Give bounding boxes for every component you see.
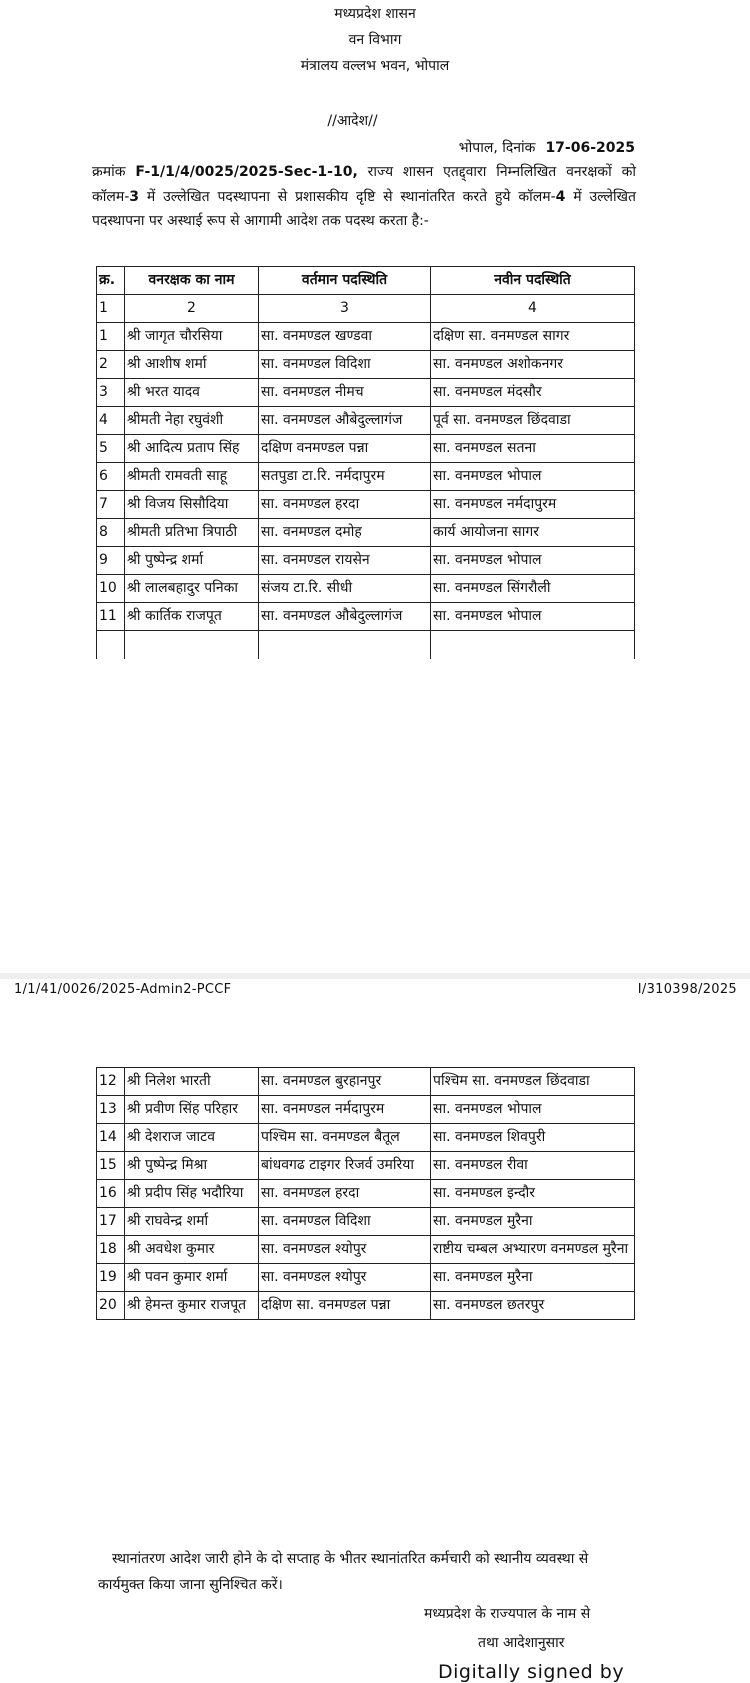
forest-guard-name-cell: श्री आदित्य प्रताप सिंह bbox=[125, 435, 259, 463]
current-posting-cell: सा. वनमण्डल औबेदुल्लागंज bbox=[259, 407, 431, 435]
forest-guard-name-cell: श्री अवधेश कुमार bbox=[125, 1236, 259, 1264]
current-posting-cell: पश्चिम सा. वनमण्डल बैतूल bbox=[259, 1124, 431, 1152]
document-page-2 bbox=[0, 979, 750, 1683]
current-posting-cell: सतपुडा टा.रि. नर्मदापुरम bbox=[259, 463, 431, 491]
new-posting-cell: सा. वनमण्डल रीवा bbox=[431, 1152, 635, 1180]
serial-number-cell: 17 bbox=[97, 1208, 125, 1236]
preamble-text-a: राज्य शासन एतद्द्वारा निम्नलिखित वनरक्षकों को कॉलम- bbox=[92, 164, 637, 205]
forest-guard-name-cell: श्रीमती नेहा रघुवंशी bbox=[125, 407, 259, 435]
current-posting-cell: सा. वनमण्डल विदिशा bbox=[259, 1208, 431, 1236]
current-posting-cell: सा. वनमण्डल बुरहानपुर bbox=[259, 1068, 431, 1096]
table-row bbox=[97, 603, 635, 631]
serial-number-cell: 20 bbox=[97, 1292, 125, 1320]
transfer-table-part-2 bbox=[96, 1067, 635, 1320]
serial-number-cell: 8 bbox=[97, 519, 125, 547]
table-row bbox=[97, 1124, 635, 1152]
new-posting-cell: सा. वनमण्डल मुरैना bbox=[431, 1208, 635, 1236]
new-posting-cell: सा. वनमण्डल सतना bbox=[431, 435, 635, 463]
header-government: मध्यप्रदेश शासन bbox=[334, 6, 416, 22]
serial-number-cell: 16 bbox=[97, 1180, 125, 1208]
new-posting-cell: सा. वनमण्डल भोपाल bbox=[431, 603, 635, 631]
table-row bbox=[97, 379, 635, 407]
column-number: 4 bbox=[431, 295, 635, 323]
table-row bbox=[97, 519, 635, 547]
serial-number-cell: 9 bbox=[97, 547, 125, 575]
preamble-text-b: में उल्लेखित पदस्थापना से प्रशासकीय दृष्टि से स्थानांतरित करते हुये कॉलम- bbox=[146, 188, 556, 205]
table-row bbox=[97, 1068, 635, 1096]
table-row bbox=[97, 407, 635, 435]
forest-guard-name-cell: श्रीमती रामवती साहू bbox=[125, 463, 259, 491]
new-posting-cell: सा. वनमण्डल भोपाल bbox=[431, 463, 635, 491]
new-posting-cell: सा. वनमण्डल इन्दौर bbox=[431, 1180, 635, 1208]
empty-cell bbox=[259, 631, 431, 660]
current-posting-cell: दक्षिण सा. वनमण्डल पन्ना bbox=[259, 1292, 431, 1320]
new-posting-cell: सा. वनमण्डल शिवपुरी bbox=[431, 1124, 635, 1152]
table-row-blank bbox=[97, 631, 635, 660]
serial-number-cell: 1 bbox=[97, 323, 125, 351]
document-reference: I/310398/2025 bbox=[637, 982, 737, 997]
serial-number-cell: 14 bbox=[97, 1124, 125, 1152]
forest-guard-name-cell: श्री जागृत चौरसिया bbox=[125, 323, 259, 351]
current-posting-cell: सा. वनमण्डल हरदा bbox=[259, 1180, 431, 1208]
current-posting-cell: सा. वनमण्डल नीमच bbox=[259, 379, 431, 407]
forest-guard-name-cell: श्री प्रवीण सिंह परिहार bbox=[125, 1096, 259, 1124]
column-number-row bbox=[97, 295, 635, 323]
serial-number-cell: 4 bbox=[97, 407, 125, 435]
column-3-ref: 3 bbox=[129, 188, 140, 205]
current-posting-cell: सा. वनमण्डल विदिशा bbox=[259, 351, 431, 379]
signature-line-2: तथा आदेशानुसार bbox=[478, 1635, 565, 1651]
new-posting-cell: सा. वनमण्डल नर्मदापुरम bbox=[431, 491, 635, 519]
table-row bbox=[97, 575, 635, 603]
serial-number-cell: 10 bbox=[97, 575, 125, 603]
serial-number-cell: 12 bbox=[97, 1068, 125, 1096]
current-posting-cell: सा. वनमण्डल श्योपुर bbox=[259, 1236, 431, 1264]
serial-number-cell: 15 bbox=[97, 1152, 125, 1180]
header-address: मंत्रालय वल्लभ भवन, भोपाल bbox=[300, 58, 450, 74]
signature-line-1: मध्यप्रदेश के राज्यपाल के नाम से bbox=[424, 1606, 591, 1622]
table-row bbox=[97, 1180, 635, 1208]
new-posting-cell: सा. वनमण्डल भोपाल bbox=[431, 1096, 635, 1124]
column-number: 1 bbox=[97, 295, 125, 323]
forest-guard-name-cell: श्री देशराज जाटव bbox=[125, 1124, 259, 1152]
closing-instruction: स्थानांतरण आदेश जारी होने के दो सप्ताह के भीतर स्थानांतरित कर्मचारी को स्थानीय व्यवस्था से कार्यमुक्त किया जाना सुनिश्चित करें। bbox=[98, 1551, 589, 1593]
current-posting-cell: सा. वनमण्डल श्योपुर bbox=[259, 1264, 431, 1292]
header-department: वन विभाग bbox=[348, 32, 402, 48]
new-posting-cell: पूर्व सा. वनमण्डल छिंदवाडा bbox=[431, 407, 635, 435]
forest-guard-name-cell: श्री विजय सिसौदिया bbox=[125, 491, 259, 519]
table-row bbox=[97, 1292, 635, 1320]
new-posting-cell: सा. वनमण्डल भोपाल bbox=[431, 547, 635, 575]
new-posting-cell: कार्य आयोजना सागर bbox=[431, 519, 635, 547]
table-row bbox=[97, 435, 635, 463]
serial-number-cell: 19 bbox=[97, 1264, 125, 1292]
forest-guard-name-cell: श्री निलेश भारती bbox=[125, 1068, 259, 1096]
header-serial: क्र. bbox=[97, 267, 125, 295]
table-row bbox=[97, 323, 635, 351]
table-row bbox=[97, 547, 635, 575]
current-posting-cell: सा. वनमण्डल नर्मदापुरम bbox=[259, 1096, 431, 1124]
forest-guard-name-cell: श्री राघवेन्द्र शर्मा bbox=[125, 1208, 259, 1236]
serial-number-cell: 2 bbox=[97, 351, 125, 379]
current-posting-cell: सा. वनमण्डल हरदा bbox=[259, 491, 431, 519]
serial-number-cell: 5 bbox=[97, 435, 125, 463]
table-row bbox=[97, 1152, 635, 1180]
forest-guard-name-cell: श्री कार्तिक राजपूत bbox=[125, 603, 259, 631]
new-posting-cell: दक्षिण सा. वनमण्डल सागर bbox=[431, 323, 635, 351]
transfer-table-part-1 bbox=[96, 266, 635, 659]
current-posting-cell: सा. वनमण्डल खण्डवा bbox=[259, 323, 431, 351]
table-row bbox=[97, 463, 635, 491]
table-row bbox=[97, 1236, 635, 1264]
order-preamble bbox=[92, 160, 636, 234]
serial-number-cell: 18 bbox=[97, 1236, 125, 1264]
header-current-posting: वर्तमान पदस्थिति bbox=[259, 267, 431, 295]
forest-guard-name-cell: श्री पुष्पेन्द्र मिश्रा bbox=[125, 1152, 259, 1180]
new-posting-cell: सा. वनमण्डल अशोकनगर bbox=[431, 351, 635, 379]
serial-number-cell: 6 bbox=[97, 463, 125, 491]
table-header-row bbox=[97, 267, 635, 295]
table-row bbox=[97, 1264, 635, 1292]
header-name: वनरक्षक का नाम bbox=[125, 267, 259, 295]
current-posting-cell: सा. वनमण्डल दमोह bbox=[259, 519, 431, 547]
empty-cell bbox=[125, 631, 259, 660]
forest-guard-name-cell: श्री प्रदीप सिंह भदौरिया bbox=[125, 1180, 259, 1208]
column-number: 3 bbox=[259, 295, 431, 323]
digital-signature-text: Digitally signed by bbox=[438, 1661, 625, 1683]
header-new-posting: नवीन पदस्थिति bbox=[431, 267, 635, 295]
serial-number-cell: 13 bbox=[97, 1096, 125, 1124]
serial-number-cell: 3 bbox=[97, 379, 125, 407]
date-prefix: भोपाल, दिनांक bbox=[458, 140, 536, 156]
file-reference: 1/1/41/0026/2025-Admin2-PCCF bbox=[14, 982, 232, 997]
forest-guard-name-cell: श्री आशीष शर्मा bbox=[125, 351, 259, 379]
new-posting-cell: पश्चिम सा. वनमण्डल छिंदवाडा bbox=[431, 1068, 635, 1096]
table-row bbox=[97, 1096, 635, 1124]
new-posting-cell: सा. वनमण्डल सिंगरौली bbox=[431, 575, 635, 603]
column-number: 2 bbox=[125, 295, 259, 323]
new-posting-cell: राष्टीय चम्बल अभ्यारण वनमण्डल मुरैना bbox=[431, 1236, 635, 1264]
ref-number: F-1/1/4/0025/2025-Sec-1-10, bbox=[135, 164, 358, 180]
forest-guard-name-cell: श्री लालबहादुर पनिका bbox=[125, 575, 259, 603]
serial-number-cell: 11 bbox=[97, 603, 125, 631]
current-posting-cell: संजय टा.रि. सीधी bbox=[259, 575, 431, 603]
current-posting-cell: बांधवगढ टाइगर रिजर्व उमरिया bbox=[259, 1152, 431, 1180]
serial-number-cell: 7 bbox=[97, 491, 125, 519]
new-posting-cell: सा. वनमण्डल मुरैना bbox=[431, 1264, 635, 1292]
empty-cell bbox=[97, 631, 125, 660]
table-row bbox=[97, 351, 635, 379]
order-date: 17-06-2025 bbox=[545, 140, 635, 156]
table-row bbox=[97, 1208, 635, 1236]
empty-cell bbox=[431, 631, 635, 660]
new-posting-cell: सा. वनमण्डल छतरपुर bbox=[431, 1292, 635, 1320]
current-posting-cell: सा. वनमण्डल रायसेन bbox=[259, 547, 431, 575]
ref-label: क्रमांक bbox=[92, 164, 126, 180]
forest-guard-name-cell: श्री पवन कुमार शर्मा bbox=[125, 1264, 259, 1292]
order-title: //आदेश// bbox=[327, 113, 378, 129]
column-4-ref: 4 bbox=[555, 188, 566, 205]
new-posting-cell: सा. वनमण्डल मंदसौर bbox=[431, 379, 635, 407]
current-posting-cell: सा. वनमण्डल औबेदुल्लागंज bbox=[259, 603, 431, 631]
current-posting-cell: दक्षिण वनमण्डल पन्ना bbox=[259, 435, 431, 463]
forest-guard-name-cell: श्रीमती प्रतिभा त्रिपाठी bbox=[125, 519, 259, 547]
preamble-text-c: में उल्लेखित पदस्थापना पर अस्थाई रूप से आगामी आदेश तक पदस्थ करता है:- bbox=[92, 188, 636, 229]
table-row bbox=[97, 491, 635, 519]
forest-guard-name-cell: श्री पुष्पेन्द्र शर्मा bbox=[125, 547, 259, 575]
order-dateline bbox=[459, 138, 635, 157]
forest-guard-name-cell: श्री हेमन्त कुमार राजपूत bbox=[125, 1292, 259, 1320]
forest-guard-name-cell: श्री भरत यादव bbox=[125, 379, 259, 407]
